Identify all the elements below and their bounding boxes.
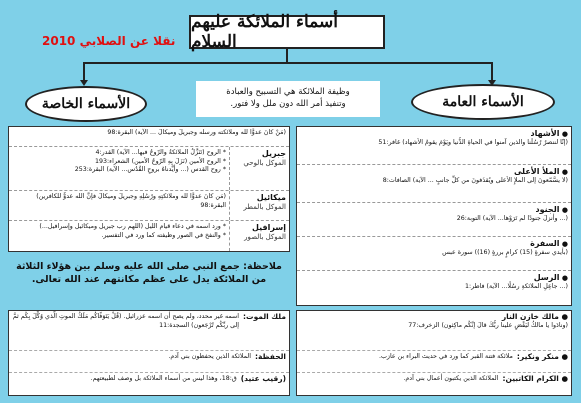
general-name-entry [297,271,571,305]
entry-text: (إنّا لننصرُ رُسُلَنا والذين آمنوا في الحياةِ الدُّنيا ويَوْمَ يقومُ الأشهاد) غافر:51 [378,139,568,146]
entry-text: (بأيدي سفرةٍ (15) كرامٍ بررةٍ (16)) سورة عبس [442,249,568,256]
entry-label: (رقيب عتيد) [240,374,286,383]
entry-text: (... وأنزلَ جنودًا لم تَرَوْها... الآية) التوبة:26 [456,215,568,222]
entry-label: الحفظة: [254,352,286,361]
diagram-title: أسماء الملائكة عليهم السلام [189,15,385,49]
angel-description: (مَن كانَ عدوًّا لله وملائكتِهِ ورُسُلِهِ وجبريلَ وميكالَ فإنَّ الله عدوٌّ للكافرين) البقرة:98 [36,193,226,209]
bottom-entry [297,351,571,373]
angel-description: * الروح (تَنَزَّلُ الملائكةُ والرّوحُ فيها... الآية) القدر:4 * الروح الأمين (نَزَلَ بِهِ الرّوحُ الأمين) الشعراء:193 * روح القدس (... وأيَّدناهُ بروحِ القُدُس... الآية) البقرة:253 [74,149,226,173]
angel-name: إسرافيل الموكل بالصور [229,221,289,251]
connector-horizontal [83,62,493,64]
entry-text: (ونادَوا يا مالكُ ليَقْضِ علينا ربُّكَ قالَ إنَّكُم ماكِثون) الزخرف:77 [408,322,568,329]
connector-stem [286,49,288,63]
angel-role: الموكل بالوحي [243,159,286,167]
entry-text: (مَنْ كانَ عدوًّا لله وملائكته ورسله وجبريلَ وميكالَ ... الآية) البقرة:98 [107,129,286,136]
general-name-entry [297,237,571,271]
bottom-entry [297,311,571,351]
general-name-entry [297,165,571,203]
general-names-heading: الأسماء العامة [411,84,555,120]
entry-text: ق:18، وهذا ليس من أسماء الملائكة بل وصف لطبيعتهم. [90,375,237,382]
entry-label: ● منكر ونكير: [516,352,568,361]
angels-purpose-box [196,81,380,117]
entry-text: الملائكة الذين يحفظون بني آدم. [168,353,251,360]
entry-label: ● الجنود [535,205,568,214]
purpose-line: وتنفيذ أمر الله دون ملل ولا فتور. [230,99,346,109]
angel-name: ميكائيل الموكل بالمطر [229,191,289,220]
entry-label: ● الكرام الكاتبين: [502,374,568,383]
entry-text: الملائكة الذين يكتبون أعمال بني آدم. [403,375,499,382]
bottom-entry [9,351,289,373]
general-name-entry [297,127,571,165]
entry-label: ● مالك خازن النار [501,312,568,321]
angel-name: جبريل الموكل بالوحي [229,147,289,190]
general-name-entry [297,203,571,237]
entry-text: (... جاعِلِ الملائكةِ رسُلًا... الآية) فاطر:1 [464,283,568,290]
source-note: نقلا عن الصلابي 2010 [42,34,176,48]
angel-description: * ورد اسمه في دعاء قيام الليل (اللهم رب جبريل وميكائيل وإسرافيل...) * والنفخ في الصور وظيفته كما ورد في التفسير. [39,223,226,239]
intro-verse [9,127,289,147]
bottom-entry [297,373,571,395]
angel-row-jibril [9,147,289,191]
angel-row-mikail [9,191,289,221]
entry-text: ملائكة فتنة القبر كما ورد في حديث البراء بن عازب. [378,353,513,360]
entry-text: (لا يسَّمّعونَ إلى الملإِ الأعلى ويُقذَفونَ من كلِّ جانبٍ ... الآية) الصافات:8 [382,177,568,184]
angel-row-israfil [9,221,289,251]
connector-right [491,62,493,82]
entry-label: ملك الموت: [243,312,286,321]
note-text: ملاحظة: جمع النبي صلى الله عليه وسلم بين هؤلاء الثلاثة من الملائكة يدل على عظم مكانتهم عند الله تعالى. [16,261,282,285]
entry-label: ● السفرة [530,239,568,248]
connector-left [83,62,85,82]
angel-role: الموكل بالصور [244,233,286,241]
entry-label: ● الرسل [533,273,568,282]
bottom-left-panel [8,310,290,396]
entry-text: اسمه غير محدد، ولم يصح أن اسمه عزرائيل. (قُلْ يَتَوَفّاكُم مَلَكُ الموتِ الّذي وُكِّلَ بِكُم ثمَّ إلى ربِّكُم تُرْجَعون) السجدة:11 [12,313,240,329]
entry-label: ● الأشهاد [530,129,568,138]
entry-label: ● الملأ الأعلى [513,167,568,176]
general-names-panel [296,126,572,306]
special-names-heading: الأسماء الخاصة [25,86,147,122]
purpose-line: وظيفة الملائكة هي التسبيح والعبادة [226,87,350,97]
special-names-panel [8,126,290,252]
bottom-right-panel [296,310,572,396]
angel-role: الموكل بالمطر [243,203,286,211]
bottom-entry [9,311,289,351]
bottom-entry [9,373,289,395]
